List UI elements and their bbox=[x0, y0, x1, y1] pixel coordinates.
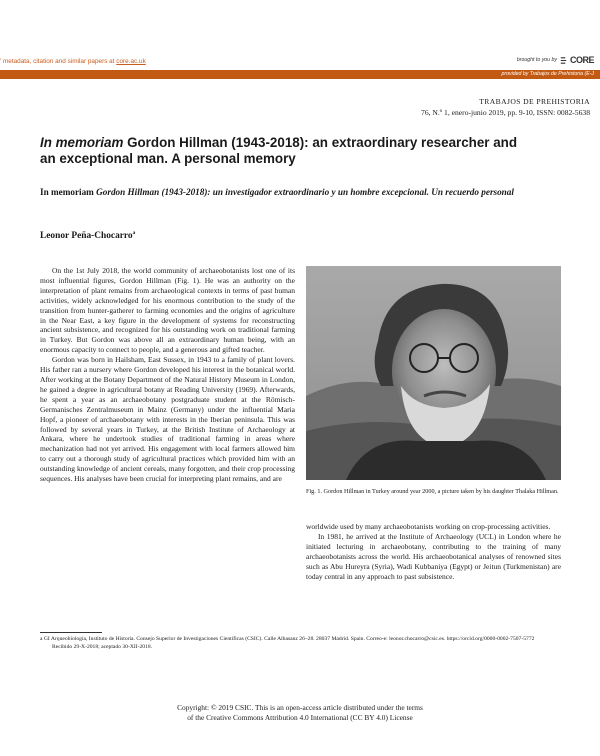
figure-photo bbox=[306, 266, 561, 480]
core-brought-text: brought to you by bbox=[516, 57, 557, 63]
author-mark: a bbox=[132, 230, 136, 236]
body-column-right bbox=[306, 522, 561, 581]
core-provided-text[interactable]: provided by Trabajos de Prehistoria (E-J bbox=[501, 71, 594, 77]
author-text: Leonor Peña-Chocarro bbox=[40, 231, 133, 242]
journal-header bbox=[421, 96, 590, 118]
title-rest: Gordon Hillman (1943-2018): an extraordinary researcher and an exceptional man. A personal memory bbox=[40, 135, 518, 166]
portrait-image bbox=[306, 266, 561, 480]
paragraph: Gordon was born in Hailsham, East Sussex, in 1943 to a family of plant lovers. His father ran a nursery where Gordon developed his interest in the botanical world. After working at the Botany Department of the Natural History Museum in London, he gained a degree in agricultural botany at Reading University (1969). Afterwards, he spent a year as an archaeobotany postgraduate student at the Römisch-Germanisches Zentralmuseum in Mainz (Germany) under the influential Maria Hopf, a pioneer of archaeobotany with interests in the Iberian peninsula. This was followed by several years in Turkey, at the British Institute of Archaeology at Ankara, where he undertook studies of traditional farming in areas where mechanization had not yet arrived. His engagement with local farmers allowed him to carry out a thorough study of agricultural practices which provided him with an outstanding knowledge of ancient cereals, many forgotten, and their crop processing sequences. His analyses have been crucial for interpreting plant remains, and are bbox=[40, 355, 295, 484]
footnote-dates: Recibido 29-X-2018; aceptado 30-XII-2018. bbox=[52, 643, 153, 650]
footnote-affiliation: a GI Arqueobiología, Instituto de Historia. Consejo Superior de Investigaciones Científicas (CSIC). Calle Albasanz 26–28. 28037 Madrid. Spain. Correo-e: leonor.chocarro@csic.es. https://orcid.org/0000-0002-7507-5772 bbox=[40, 636, 535, 642]
body-column-left bbox=[40, 266, 295, 484]
footnote bbox=[40, 636, 560, 651]
copyright-line-2: of the Creative Commons Attribution 4.0 International (CC BY 4.0) License bbox=[187, 713, 413, 722]
article-subtitle bbox=[40, 186, 560, 198]
article-title bbox=[40, 135, 520, 167]
core-logo-icon bbox=[559, 56, 568, 65]
core-metadata-banner bbox=[0, 58, 146, 65]
core-provided-bar bbox=[0, 70, 600, 79]
paragraph: In 1981, he arrived at the Institute of Archaeology (UCL) in London where he initiated lecturing in archaeobotany, contributing to the training of many archaeobotanists across the world. His archaeobotanical analyses of renowned sites such as Abu Hureyra (Syria), Wadi Kubbaniya (Egypt) or Jeitun (Turkmenistan) are today central in any approach to past subsistence. bbox=[306, 531, 561, 581]
core-logo-text: CORE bbox=[569, 55, 594, 65]
author-name bbox=[40, 230, 135, 241]
journal-name: TRABAJOS DE PREHISTORIA bbox=[479, 97, 590, 106]
subtitle-lead: In memoriam bbox=[40, 187, 97, 197]
copyright-line-1: Copyright: © 2019 CSIC. This is an open-access article distributed under the terms bbox=[177, 703, 423, 712]
journal-issue: 76, N.º 1, enero-junio 2019, pp. 9-10, ISSN: 0082-5638 bbox=[421, 108, 590, 117]
copyright-notice bbox=[0, 703, 600, 723]
footnote-rule bbox=[40, 632, 102, 633]
paragraph: On the 1st July 2018, the world community of archaeobotanists lost one of its most influential figures, Gordon Hillman (Fig. 1). He was an authority on the interpretation of plant remains from archaeological contexts in terms of past human activities, widely acknowledged for his enormous contribution to the study of the transition from hunter-gatherer to farming economies and the origins of agriculture in the Near East, a key figure in the development of systems for reconstructing ancient subsistence, and recognized for his outstanding work on traditional farming in Turkey. But Gordon was above all an extraordinary human being, with an enormous capacity to connect to people, and a generous and gifted teacher. bbox=[40, 266, 295, 355]
figure-caption: Fig. 1. Gordon Hillman in Turkey around year 2000, a picture taken by his daughter Thalaka Hillman. bbox=[306, 488, 559, 495]
core-metadata-text: ’ metadata, citation and similar papers at bbox=[0, 58, 115, 65]
core-link[interactable]: core.ac.uk bbox=[116, 58, 146, 65]
title-italic: In memoriam bbox=[40, 135, 124, 150]
subtitle-italic: Gordon Hillman (1943-2018): un investigador extraordinario y un hombre excepcional. Un recuerdo personal bbox=[96, 187, 514, 197]
paragraph: worldwide used by many archaeobotanists working on crop-processing activities. bbox=[306, 522, 551, 531]
core-brought-by bbox=[517, 55, 594, 65]
